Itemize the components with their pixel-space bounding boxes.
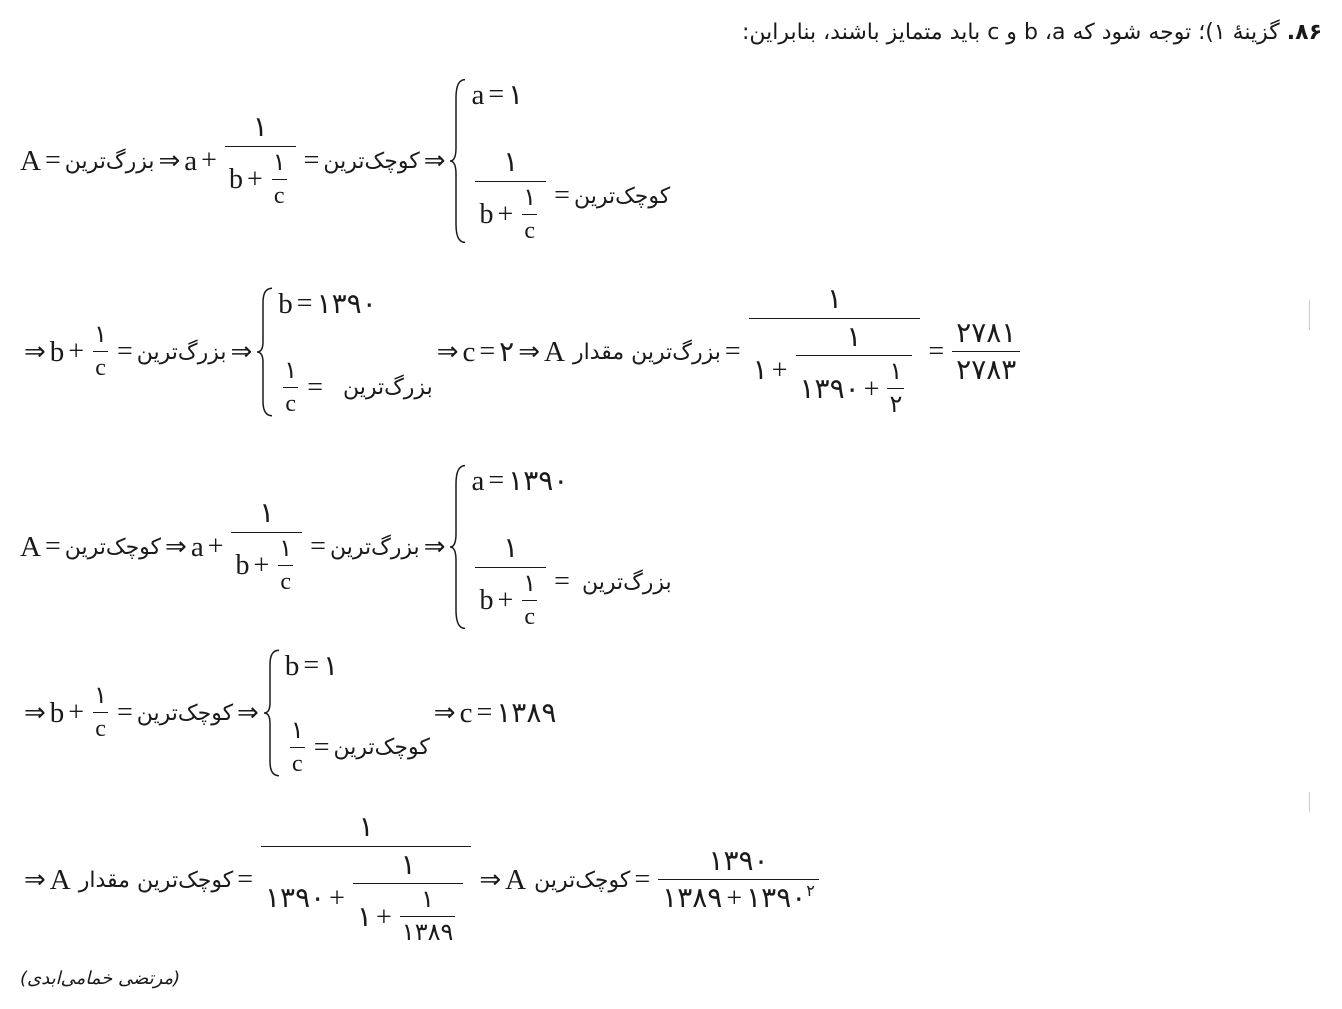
term-largest: بزرگ‌ترین <box>64 148 155 174</box>
value: ۱ <box>323 651 339 682</box>
value: ۲ <box>499 337 515 368</box>
var-c: c <box>272 179 287 209</box>
term-largest: بزرگ‌ترین <box>329 534 420 560</box>
left-brace-icon <box>449 464 467 630</box>
plus-sign: + <box>253 549 270 581</box>
implies-arrow: ⇒ <box>436 337 459 367</box>
implies-arrow: ⇒ <box>479 865 502 895</box>
case-row <box>285 649 430 683</box>
var-c: c <box>93 712 108 742</box>
denominator <box>658 879 819 913</box>
equation-line-2 <box>20 262 1024 442</box>
author-signature: (مرتضی خمامی‌ابدی) <box>20 968 181 989</box>
implies-arrow: ⇒ <box>230 337 253 367</box>
eq-sign: = <box>307 371 323 403</box>
value: ۱۳۹۰ <box>746 883 807 914</box>
case-row <box>471 78 670 112</box>
var-a: a <box>471 464 485 497</box>
fraction <box>271 151 288 209</box>
implies-arrow: ⇒ <box>158 146 181 176</box>
var-c: c <box>462 335 476 368</box>
var-b: b <box>228 163 243 195</box>
eq-sign: = <box>44 531 61 562</box>
result-fraction <box>952 319 1020 386</box>
eq-sign: = <box>479 336 496 367</box>
numerator: ۱ <box>358 812 374 844</box>
eq-sign: = <box>237 864 253 895</box>
eq-sign: = <box>724 336 741 367</box>
plus-sign: + <box>68 336 85 367</box>
scan-mark <box>1309 792 1310 812</box>
plus-sign: + <box>376 901 392 933</box>
plus-sign: + <box>497 585 514 617</box>
problem-header <box>742 20 1322 45</box>
case-row <box>471 534 671 630</box>
case-row <box>278 359 432 417</box>
plus-sign: + <box>329 883 345 914</box>
denominator: ۲۷۸۳ <box>952 351 1020 385</box>
fraction <box>521 572 538 630</box>
numerator: ۱ <box>400 849 416 881</box>
numerator: ۱ <box>889 359 903 386</box>
eq-sign: = <box>554 180 570 212</box>
var-b: b <box>479 585 494 617</box>
eq-sign: = <box>928 336 945 367</box>
fraction <box>475 534 546 630</box>
value: ۱ <box>356 901 372 933</box>
eq-sign: = <box>488 79 505 110</box>
implies-arrow: ⇒ <box>423 146 446 176</box>
plus-sign: + <box>246 163 263 195</box>
var-c: c <box>522 214 537 244</box>
cases-body <box>467 78 670 244</box>
implies-arrow: ⇒ <box>518 337 541 367</box>
var-b: b <box>235 549 250 581</box>
case-row <box>278 287 432 321</box>
denominator: ۱۳۸۹ <box>400 916 456 946</box>
numerator: ۱ <box>523 570 537 597</box>
numerator: ۱ <box>421 887 435 914</box>
fraction <box>749 285 921 418</box>
var-A: A <box>544 335 565 368</box>
fraction <box>521 186 538 244</box>
fraction <box>231 499 302 595</box>
denominator <box>475 567 546 630</box>
eq-sign: = <box>116 697 133 728</box>
cases-brace <box>449 464 671 630</box>
numerator: ۱ <box>523 184 537 211</box>
numerator: ۱ <box>252 112 268 144</box>
eq-sign: = <box>116 336 133 367</box>
eq-sign: = <box>313 731 330 763</box>
term-smallest: کوچک‌ترین <box>136 700 234 726</box>
var-b: b <box>278 287 293 320</box>
var-b: b <box>49 335 65 368</box>
var-A: A <box>49 863 71 896</box>
implies-arrow: ⇒ <box>24 865 46 895</box>
plus-sign: + <box>726 883 743 914</box>
denominator <box>353 883 463 946</box>
eq-sign: = <box>310 531 326 562</box>
case-row <box>285 719 430 777</box>
var-c: c <box>290 747 305 777</box>
term-smallest: کوچک‌ترین <box>573 183 671 209</box>
fraction <box>887 360 904 418</box>
result-fraction <box>658 847 819 914</box>
var-c: c <box>93 351 108 381</box>
var-a: a <box>471 78 485 111</box>
left-brace-icon <box>256 287 274 417</box>
plus-sign: + <box>207 531 224 562</box>
cases-body <box>281 649 430 777</box>
fraction <box>289 719 306 777</box>
left-brace-icon <box>449 78 467 244</box>
cases-body <box>467 464 671 630</box>
implies-arrow: ⇒ <box>24 698 46 728</box>
plus-sign: + <box>497 199 514 231</box>
cases-brace <box>256 287 432 417</box>
implies-arrow: ⇒ <box>165 532 187 562</box>
value: ۱۳۹۰ <box>316 289 377 320</box>
fraction <box>400 888 456 946</box>
numerator: ۱ <box>279 535 293 562</box>
var-b: b <box>49 696 65 729</box>
var-A: A <box>20 144 41 177</box>
denominator: ۲ <box>887 388 904 418</box>
var-c: c <box>459 696 473 729</box>
denominator <box>475 181 546 244</box>
denominator <box>225 146 296 209</box>
var-c: c <box>522 600 537 630</box>
case-row <box>471 464 671 498</box>
cases-brace <box>449 78 670 244</box>
left-brace-icon <box>263 649 281 777</box>
var-b: b <box>479 199 494 231</box>
cases-body <box>274 287 432 417</box>
plus-sign: + <box>771 355 788 386</box>
term-largest: بزرگ‌ترین <box>581 569 672 595</box>
eq-sign: = <box>303 145 320 176</box>
exponent: ۲ <box>806 883 815 901</box>
value: ۱۳۹۰ <box>799 373 860 405</box>
term-smallest: کوچک‌ترین <box>64 534 162 560</box>
numerator: ۱ <box>290 717 304 744</box>
numerator: ۱ <box>503 533 519 565</box>
value: ۱۳۹۰ <box>265 883 326 914</box>
eq-sign: = <box>476 697 493 728</box>
numerator: ۱ <box>503 147 519 179</box>
denominator <box>749 318 921 419</box>
value: ۱ <box>508 80 524 111</box>
fraction <box>277 537 294 595</box>
fraction <box>92 684 109 742</box>
var-c: c <box>278 565 293 595</box>
var-A: A <box>20 530 41 563</box>
term-smallest: کوچک‌ترین <box>534 867 631 893</box>
numerator: ۱ <box>284 357 298 384</box>
numerator: ۱ <box>272 149 286 176</box>
implies-arrow: ⇒ <box>423 532 446 562</box>
eq-sign: = <box>296 288 313 319</box>
term-smallest-value: کوچک‌ترین مقدار <box>78 867 234 893</box>
fraction <box>92 323 109 381</box>
term-smallest: کوچک‌ترین <box>323 148 420 174</box>
var-c: c <box>283 387 298 417</box>
eq-sign: = <box>634 864 651 895</box>
plus-sign: + <box>201 145 217 176</box>
var-A: A <box>505 863 527 896</box>
numerator: ۲۷۸۱ <box>956 317 1017 349</box>
numerator: ۱۳۹۰ <box>708 845 769 877</box>
value: ۱ <box>752 355 768 386</box>
denominator <box>261 846 471 947</box>
implies-arrow: ⇒ <box>433 698 456 728</box>
equation-line-1 <box>20 76 670 246</box>
equation-line-4 <box>20 648 556 778</box>
implies-arrow: ⇒ <box>24 337 46 367</box>
denominator <box>231 532 302 595</box>
cases-brace <box>263 649 430 777</box>
value: ۱۳۹۰ <box>508 466 569 497</box>
term-largest: بزرگ‌ترین <box>342 375 433 401</box>
var-a: a <box>184 144 198 177</box>
fraction <box>475 148 546 244</box>
numerator: ۱ <box>826 284 843 316</box>
fraction <box>353 851 463 947</box>
problem-number: ۸۶. <box>1286 20 1322 45</box>
var-a: a <box>190 530 204 563</box>
term-largest: بزرگ‌ترین <box>136 339 227 365</box>
numerator: ۱ <box>259 498 275 530</box>
eq-sign: = <box>303 650 320 681</box>
value: ۱۳۸۹ <box>496 698 557 729</box>
eq-sign: = <box>44 145 61 176</box>
fraction <box>261 813 471 946</box>
fraction <box>225 113 296 209</box>
numerator: ۱ <box>846 321 862 353</box>
var-b: b <box>284 649 300 682</box>
numerator: ۱ <box>94 321 107 348</box>
case-row <box>471 148 670 244</box>
implies-arrow: ⇒ <box>237 698 259 728</box>
problem-statement: گزینهٔ ۱)؛ توجه شود که b ،a و c باید متمایز باشند، بنابراین: <box>741 20 1280 45</box>
eq-sign: = <box>488 465 505 496</box>
value: ۱۳۸۹ <box>662 883 723 914</box>
eq-sign: = <box>554 566 570 598</box>
equation-line-3 <box>20 462 672 632</box>
plus-sign: + <box>863 373 880 405</box>
equation-line-5 <box>20 800 823 960</box>
denominator <box>796 355 913 418</box>
fraction <box>796 323 913 419</box>
fraction <box>282 359 299 417</box>
term-smallest: کوچک‌ترین <box>333 735 430 761</box>
plus-sign: + <box>68 697 85 728</box>
numerator: ۱ <box>94 682 107 709</box>
term-largest-value: بزرگ‌ترین مقدار <box>572 339 721 365</box>
scan-mark <box>1309 300 1310 330</box>
